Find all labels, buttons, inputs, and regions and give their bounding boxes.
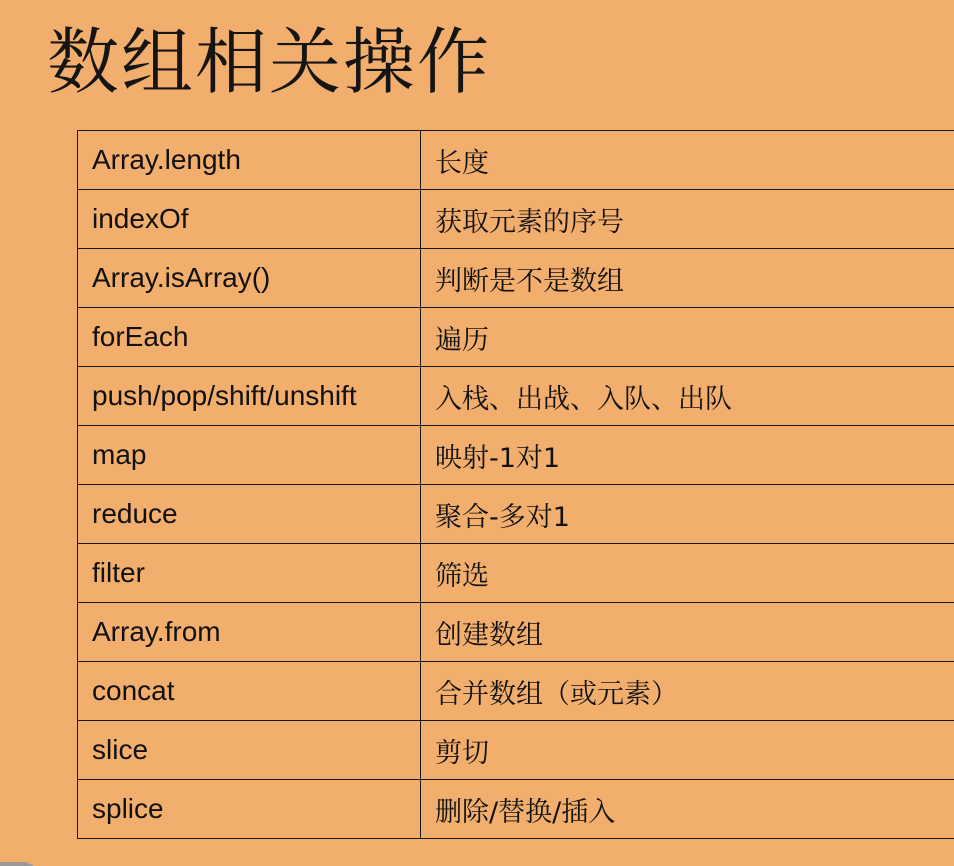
description-cell: 映射-1对1 bbox=[421, 426, 954, 485]
table-row bbox=[78, 367, 954, 426]
method-cell: splice bbox=[78, 780, 421, 839]
method-cell: Array.isArray() bbox=[78, 249, 421, 308]
table-row bbox=[78, 603, 954, 662]
table-row bbox=[78, 131, 954, 190]
method-cell: concat bbox=[78, 662, 421, 721]
table-row bbox=[78, 485, 954, 544]
table-row bbox=[78, 190, 954, 249]
table-row bbox=[78, 721, 954, 780]
table-row bbox=[78, 662, 954, 721]
table-row bbox=[78, 780, 954, 839]
method-cell: slice bbox=[78, 721, 421, 780]
method-cell: filter bbox=[78, 544, 421, 603]
description-cell: 聚合-多对1 bbox=[421, 485, 954, 544]
method-cell: map bbox=[78, 426, 421, 485]
method-cell: Array.from bbox=[78, 603, 421, 662]
table-row bbox=[78, 308, 954, 367]
description-cell: 入栈、出战、入队、出队 bbox=[421, 367, 954, 426]
method-cell: forEach bbox=[78, 308, 421, 367]
description-cell: 长度 bbox=[421, 131, 954, 190]
description-cell: 遍历 bbox=[421, 308, 954, 367]
slide-title: 数组相关操作 bbox=[47, 20, 492, 104]
method-cell: indexOf bbox=[78, 190, 421, 249]
table-row bbox=[78, 426, 954, 485]
description-cell: 筛选 bbox=[421, 544, 954, 603]
description-cell: 剪切 bbox=[421, 721, 954, 780]
description-cell: 删除/替换/插入 bbox=[421, 780, 954, 839]
array-operations-table bbox=[77, 130, 954, 839]
method-cell: push/pop/shift/unshift bbox=[78, 367, 421, 426]
description-cell: 创建数组 bbox=[421, 603, 954, 662]
corner-arrow-icon bbox=[0, 852, 40, 866]
table-row bbox=[78, 249, 954, 308]
method-cell: reduce bbox=[78, 485, 421, 544]
description-cell: 获取元素的序号 bbox=[421, 190, 954, 249]
table-row bbox=[78, 544, 954, 603]
description-cell: 判断是不是数组 bbox=[421, 249, 954, 308]
method-cell: Array.length bbox=[78, 131, 421, 190]
description-cell: 合并数组（或元素） bbox=[421, 662, 954, 721]
